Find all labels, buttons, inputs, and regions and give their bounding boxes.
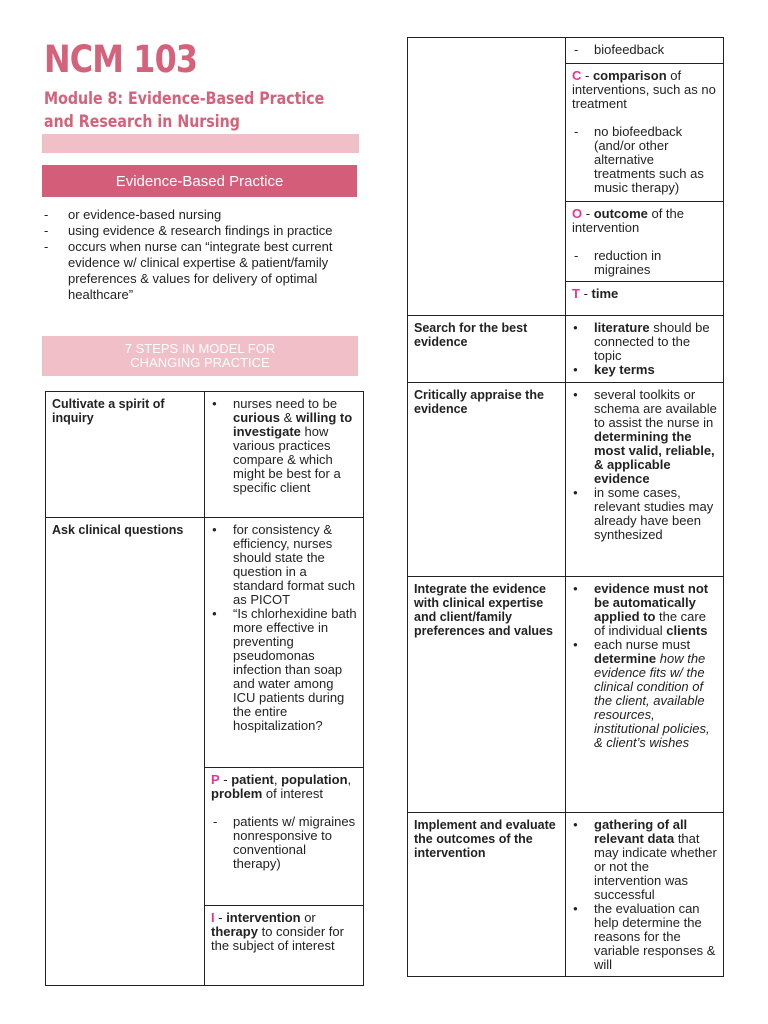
ebp-bullet-list	[42, 207, 342, 303]
steps-banner-label: 7 STEPS IN MODEL FOR CHANGING PRACTICE	[124, 341, 276, 370]
page-title: NCM 103	[44, 38, 198, 81]
details-cell	[205, 518, 364, 768]
module-subtitle: Module 8: Evidence-Based Practice and Research in Nursing	[44, 89, 325, 131]
details-cell	[566, 316, 724, 383]
table-row	[408, 577, 724, 813]
step-cell: Critically appraise the evidence	[408, 383, 566, 577]
ebp-section-banner: Evidence-Based Practice	[42, 165, 357, 197]
picot-letter: C	[572, 68, 582, 83]
list-item: ● each nurse must determine how the evidence fits w/ the clinical condition of the client, available resources, institutional policies, & client’s wishes	[572, 638, 717, 750]
list-item: ● in some cases, relevant studies may already have been synthesized	[572, 486, 717, 542]
bullet-text: or evidence-based nursing	[68, 207, 222, 222]
picot-letter: P	[211, 772, 220, 787]
table-row	[408, 813, 724, 977]
picot-letter: I	[211, 910, 215, 925]
step-cell: Implement and evaluate the outcomes of the intervention	[408, 813, 566, 977]
table-row	[46, 518, 364, 768]
details-cell	[205, 392, 364, 518]
picot-p-cell: P - patient, population, problem of interest - patients w/ migraines nonresponsive to conventional therapy)	[205, 768, 364, 906]
list-item: - reduction in migraines	[572, 249, 717, 277]
picot-t-cell: T - time	[566, 282, 724, 316]
list-item: ● literature should be connected to the topic	[572, 321, 717, 363]
step-cell: Ask clinical questions	[46, 518, 205, 986]
bullet-text: using evidence & research findings in practice	[68, 223, 333, 238]
list-item: ● several toolkits or schema are available to assist the nurse in determining the most valid, reliable, & applicable evidence	[572, 388, 717, 486]
picot-o-cell: O - outcome of the intervention - reduction in migraines	[566, 202, 724, 282]
list-item: - no biofeedback (and/or other alternative treatments such as music therapy)	[572, 125, 717, 195]
picot-i-example-cell	[566, 38, 724, 64]
step-cell: Integrate the evidence with clinical expertise and client/family preferences and values	[408, 577, 566, 813]
empty-cell	[408, 38, 566, 316]
steps-table-right	[407, 37, 724, 977]
picot-letter: O	[572, 206, 583, 221]
table-row	[408, 383, 724, 577]
picot-letter: T	[572, 286, 580, 301]
table-row	[408, 38, 724, 64]
list-item: ● key terms	[572, 363, 717, 377]
list-item: ● the evaluation can help determine the reasons for the variable responses & will	[572, 902, 717, 972]
decorative-pink-bar	[42, 134, 359, 153]
list-item: ● evidence must not be automatically applied to the care of individual clients	[572, 582, 717, 638]
bullet-text: occurs when nurse can “integrate best current evidence w/ clinical expertise & patient/family preferences & values for delivery of optimal healthcare”	[68, 239, 333, 302]
list-item: - patients w/ migraines nonresponsive to conventional therapy)	[211, 815, 357, 871]
list-item: - biofeedback	[572, 43, 717, 57]
step-cell: Search for the best evidence	[408, 316, 566, 383]
list-item: ● for consistency & efficiency, nurses should state the question in a standard format such as PICOT	[211, 523, 357, 607]
table-row	[46, 392, 364, 518]
list-item: ● gathering of all relevant data that may indicate whether or not the intervention was successful	[572, 818, 717, 902]
picot-i-cell: I - intervention or therapy to consider for the subject of interest	[205, 906, 364, 986]
steps-section-banner	[42, 336, 358, 376]
list-item: ● “Is chlorhexidine bath more effective in preventing pseudomonas infection than soap and water among ICU patients during the entire hospitalization?	[211, 607, 357, 733]
list-item: - using evidence & research findings in practice	[44, 223, 333, 238]
picot-c-cell: C - comparison of interventions, such as no treatment - no biofeedback (and/or other alternative treatments such as music therapy)	[566, 64, 724, 202]
details-cell	[566, 813, 724, 977]
list-item: - occurs when nurse can “integrate best current evidence w/ clinical expertise & patient/family preferences & values for delivery of optimal healthcare”	[44, 239, 333, 302]
step-cell: Cultivate a spirit of inquiry	[46, 392, 205, 518]
list-item: - or evidence-based nursing	[44, 207, 222, 222]
steps-table-left	[45, 391, 364, 986]
list-item: ● nurses need to be curious & willing to investigate how various practices compare & which might be best for a specific client	[211, 397, 357, 495]
details-cell	[566, 383, 724, 577]
details-cell	[566, 577, 724, 813]
table-row	[408, 316, 724, 383]
